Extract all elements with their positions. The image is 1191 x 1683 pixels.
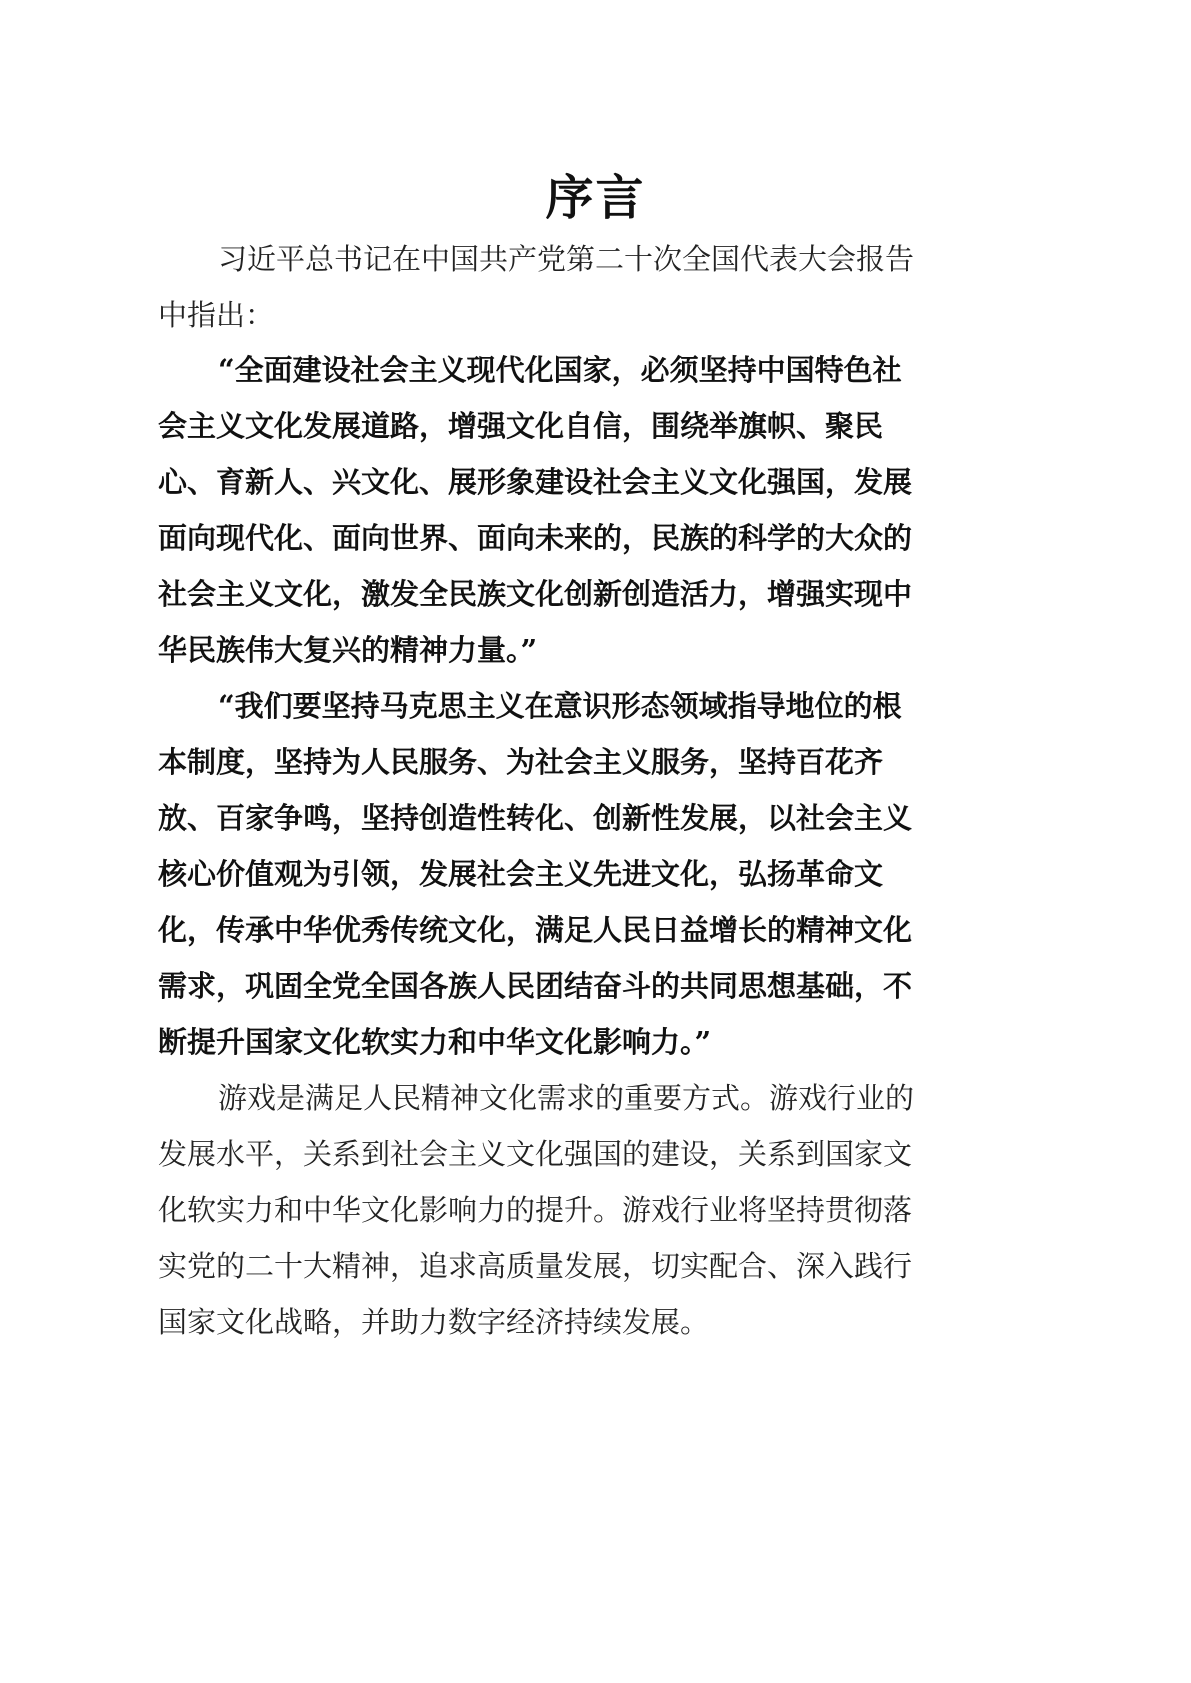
quote-2-line: 本制度，坚持为人民服务、为社会主义服务，坚持百花齐 bbox=[158, 745, 884, 779]
quote-2-line: “我们要坚持马克思主义在意识形态领域指导地位的根 bbox=[218, 689, 902, 723]
quote-1-line: 心、育新人、兴文化、展形象建设社会主义文化强国，发展 bbox=[158, 465, 913, 499]
quote-2-line: 核心价值观为引领，发展社会主义先进文化，弘扬革命文 bbox=[158, 857, 884, 891]
quote-1-line: 面向现代化、面向世界、面向未来的，民族的科学的大众的 bbox=[158, 521, 913, 555]
quote-2-line: 放、百家争鸣，坚持创造性转化、创新性发展，以社会主义 bbox=[158, 801, 913, 835]
closing-line: 实党的二十大精神，追求高质量发展，切实配合、深入践行 bbox=[158, 1249, 913, 1283]
closing-line: 发展水平，关系到社会主义文化强国的建设，关系到国家文 bbox=[158, 1137, 913, 1171]
closing-line: 化软实力和中华文化影响力的提升。游戏行业将坚持贯彻落 bbox=[158, 1193, 913, 1227]
quote-1-line: 会主义文化发展道路，增强文化自信，围绕举旗帜、聚民 bbox=[158, 409, 884, 443]
quote-2-line: 断提升国家文化软实力和中华文化影响力。” bbox=[158, 1025, 712, 1059]
closing-line: 游戏是满足人民精神文化需求的重要方式。游戏行业的 bbox=[218, 1081, 915, 1115]
intro-line: 习近平总书记在中国共产党第二十次全国代表大会报告 bbox=[218, 242, 915, 276]
closing-line: 国家文化战略，并助力数字经济持续发展。 bbox=[158, 1305, 710, 1339]
quote-2-line: 需求，巩固全党全国各族人民团结奋斗的共同思想基础，不 bbox=[158, 969, 913, 1003]
page-title: 序言 bbox=[545, 170, 646, 226]
quote-1-line: “全面建设社会主义现代化国家，必须坚持中国特色社 bbox=[218, 353, 902, 387]
intro-line: 中指出： bbox=[158, 298, 275, 332]
quote-2-line: 化，传承中华优秀传统文化，满足人民日益增长的精神文化 bbox=[158, 913, 913, 947]
quote-1-line: 华民族伟大复兴的精神力量。” bbox=[158, 633, 538, 667]
quote-1-line: 社会主义文化，激发全民族文化创新创造活力，增强实现中 bbox=[158, 577, 913, 611]
